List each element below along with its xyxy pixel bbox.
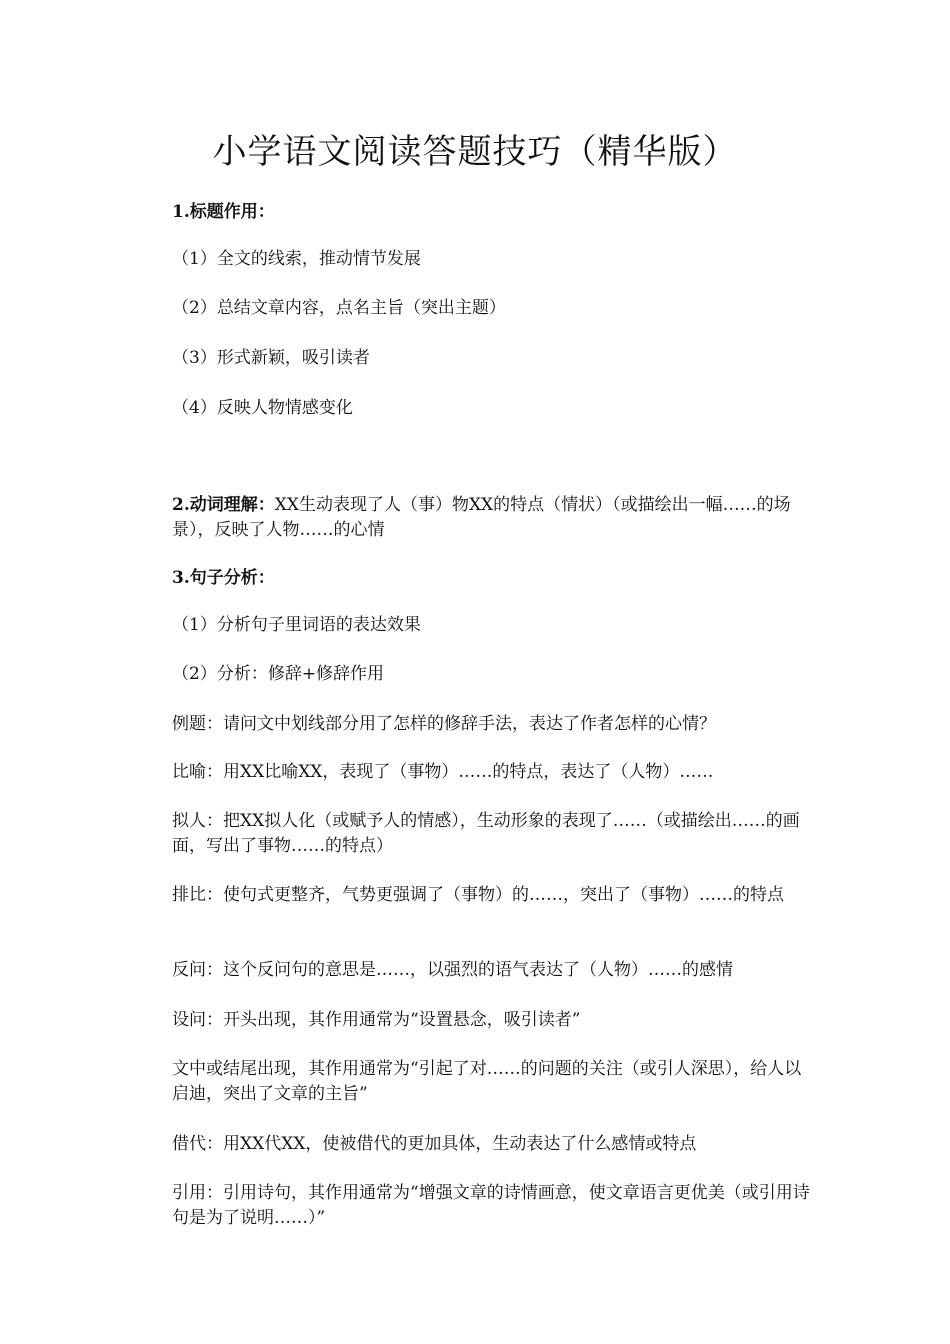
section-heading-verb-understanding: 2.动词理解： [172,495,275,515]
rhetoric-item: 比喻：用XX比喻XX，表现了（事物）……的特点，表达了（人物）…… [172,762,714,782]
paragraph-text: XX生动表现了人（事）物XX的特点（情状）（或描绘出一幅……的场景），反映了人物……的心情 [172,495,791,540]
section-heading-title-function: 1.标题作用： [172,202,275,222]
page-title: 小学语文阅读答题技巧（精华版） [212,132,738,172]
rhetoric-item: 设问：开头出现，其作用通常为“设置悬念，吸引读者” [172,1010,581,1030]
list-item: （1）全文的线索，推动情节发展 [172,249,421,269]
section-heading-sentence-analysis: 3.句子分析： [172,568,275,588]
list-item: （2）总结文章内容，点名主旨（突出主题） [172,298,506,318]
rhetoric-item: 拟人：把XX拟人化（或赋予人的情感），生动形象的表现了……（或描绘出……的画面，写出了事物……的特点） [172,811,800,856]
paragraph-verb-understanding [172,493,812,543]
rhetoric-item: 引用：引用诗句，其作用通常为“增强文章的诗情画意，使文章语言更优美（或引用诗句是为了说明……）” [172,1183,810,1228]
list-item: （3）形式新颖，吸引读者 [172,348,370,368]
rhetoric-item: 文中或结尾出现，其作用通常为“引起了对……的问题的关注（或引人深思），给人以启迪，突出了文章的主旨” [172,1059,802,1104]
rhetoric-item: 借代：用XX代XX，使被借代的更加具体，生动表达了什么感情或特点 [172,1134,697,1154]
example-question: 例题：请问文中划线部分用了怎样的修辞手法，表达了作者怎样的心情？ [172,714,716,734]
rhetoric-item: 排比：使句式更整齐，气势更强调了（事物）的……，突出了（事物）……的特点 [172,885,784,905]
list-item: （4）反映人物情感变化 [172,398,353,418]
rhetoric-item: 反问：这个反问句的意思是……，以强烈的语气表达了（人物）……的感情 [172,960,733,980]
list-item: （1）分析句子里词语的表达效果 [172,615,421,635]
list-item: （2）分析：修辞+修辞作用 [172,664,385,684]
